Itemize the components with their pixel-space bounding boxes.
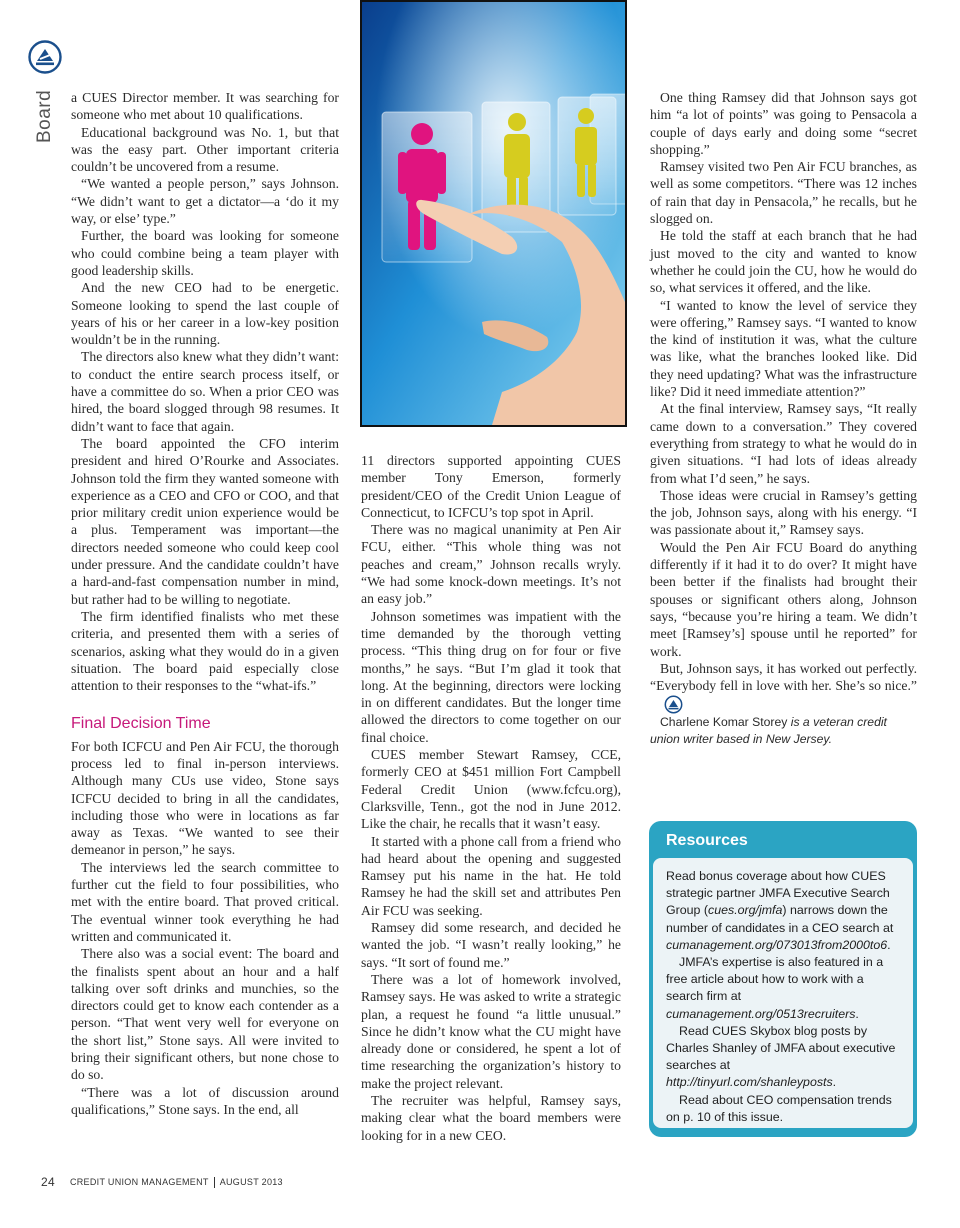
paragraph: 11 directors supported appointing CUES member Tony Emerson, formerly president/CEO of the Credit Union League of Connecticut, to ICFCU’s top spot in April.	[361, 453, 621, 520]
cues-logo-icon	[28, 40, 62, 74]
paragraph: “There was a lot of discussion around qualifications,” Stone says. In the end, all	[71, 1084, 339, 1117]
resources-body	[653, 858, 913, 1128]
author-name: Charlene Komar Storey	[660, 714, 788, 729]
section-label: Board	[34, 89, 55, 143]
paragraph: “We wanted a people person,” says Johnson. “We didn’t want to get a dictator—a ‘do it my way, or else’ type.”	[71, 176, 339, 227]
hand-touching-icons-photo	[360, 0, 627, 427]
paragraph: Further, the board was looking for someone who could combine being a team player with good leadership skills.	[71, 228, 339, 278]
resource-link[interactable]: http://tinyurl.com/shanleyposts	[666, 1075, 833, 1090]
paragraph: There also was a social event: The board and the finalists spent about an hour and a half talking over soft drinks and munchies, so the directors could get to know each contender as a person. “That went very well for everyone on the short list,” Stone says. All were invited to bring their significant others, but none chose to do so.	[71, 946, 339, 1083]
resource-item	[666, 954, 901, 1023]
resource-text: .	[832, 1075, 837, 1090]
paragraph: One thing Ramsey did that Johnson says got him “a lot of points” was going to Pensacola a couple of days early and doing some “secret shopping.”	[650, 90, 917, 157]
resources-title: Resources	[666, 832, 748, 849]
paragraph: Ramsey did some research, and decided he wanted the job. “I wasn’t really looking,” he says. “It sort of found me.”	[361, 920, 621, 970]
resource-text: Read CUES Skybox blog posts by Charles Shanley of JMFA about executive searches at	[666, 1023, 896, 1073]
subhead: Final Decision Time	[71, 715, 211, 733]
paragraph: CUES member Stewart Ramsey, CCE, formerly CEO at $451 million Fort Campbell Federal Credit Union (www.fcfcu.org), Clarksville, Tenn., got the nod in June 2012. Like the chair, he recalls that it wasn’t easy.	[361, 747, 621, 832]
paragraph: Those ideas were crucial in Ramsey’s getting the job, Johnson says, along with his energy. “I was passionate about it,” Ramsey says.	[650, 487, 917, 538]
article-column-2	[361, 452, 621, 1144]
paragraph: The interviews led the search committee to further cut the field to four possibilities, who met with the entire board. That proved critical. The eventual winner took everything he had written and communicated it.	[71, 859, 339, 944]
paragraph: There was no magical unanimity at Pen Air FCU, either. “This whole thing was not peaches and cream,” Johnson recalls wryly. “We had some knock-down meetings. It’s not an easy job.”	[361, 522, 621, 607]
article-column-3	[650, 89, 917, 748]
paragraph: “I wanted to know the level of service they were offering,” Ramsey says. “I wanted to know the kind of institution it was, what the culture was like, what the branches looked like. Did they need updating? What was the infrastructure like? Did it need immediate attention?”	[650, 297, 917, 400]
publication-name: CREDIT UNION MANAGEMENT	[69, 1177, 209, 1187]
paragraph: Educational background was No. 1, but that was the easy part. Other important criteria couldn’t be uncovered from a resume.	[71, 124, 339, 175]
resource-text: JMFA’s expertise is also featured in a free article about how to work with a search firm at	[666, 955, 884, 1004]
page-footer	[41, 1175, 283, 1189]
last-paragraph	[650, 660, 917, 714]
resources-box	[649, 821, 917, 1137]
resource-text: ) narrows down the number of candidates in a CEO search at	[666, 903, 894, 935]
paragraph: The firm identified finalists who met these criteria, and presented them with a series of scenarios, asking what they would do in a given situation. The board paid especially close attention to their responses to the “what-ifs.”	[71, 608, 339, 694]
resource-link[interactable]: cumanagement.org/073013from2000to6	[666, 937, 888, 952]
page-number: 24	[41, 1175, 55, 1189]
last-paragraph-text: But, Johnson says, it has worked out perfectly. “Everybody fell in love with her. She’s so nice.”	[650, 660, 917, 694]
paragraph: The directors also knew what they didn’t want: to conduct the entire search process itself, or have a committee do so. When a prior CEO was hired, the board slogged through 98 resumes. It didn’t want to face that again.	[71, 349, 339, 434]
paragraph: Would the Pen Air FCU Board do anything differently if it had it to do over? It might have been better if the finalists had brought their spouses or significant others along, Johnson says, “because you’re hiring a team. We didn’t meet [Ramsey’s] spouse until he reported” for work.	[650, 539, 917, 659]
paragraph: And the new CEO had to be energetic. Someone looking to spend the last couple of years of his or her career in a low-key position wouldn’t be in the running.	[71, 280, 339, 348]
author-byline	[650, 714, 917, 748]
paragraph: There was a lot of homework involved, Ramsey says. He was asked to write a strategic plan, a request he found “a little unusual.” Since he didn’t know what the CU might have already done or considered, he spent a lot of time researching the organization’s history to make the project relevant.	[361, 971, 621, 1091]
paragraph: a CUES Director member. It was searching for someone who met about 10 qualifications.	[71, 90, 339, 123]
paragraph: For both ICFCU and Pen Air FCU, the thorough process led to final in-person interviews. Although many CUs use video, Stone says ICFCU decided to bring in all the candidates, including those who were in locations as far away as Texas. “We wanted to see their demeanor in person,” he says.	[71, 738, 339, 858]
paragraph: The recruiter was helpful, Ramsey says, making clear what the board members were looking for in a new CEO.	[361, 1092, 621, 1143]
paragraph: It started with a phone call from a friend who had heard about the opening and suggested Ramsey put his name in the hat. He told Ramsey he had the skill set and attributes Pen Air FCU was seeking.	[361, 833, 621, 918]
paragraph: Ramsey visited two Pen Air FCU branches, as well as some competitors. “There was 12 inches of rain that day in Pensacola,” he recalls, but he slogged on.	[650, 159, 917, 227]
footer-divider	[214, 1177, 215, 1188]
resource-text: .	[887, 937, 891, 952]
resource-item: Read about CEO compensation trends on p. 10 of this issue.	[666, 1092, 892, 1124]
resource-text: .	[855, 1006, 859, 1021]
author-description: is a veteran credit union writer based in New Jersey.	[650, 714, 887, 746]
resource-item	[666, 868, 901, 954]
resource-item	[666, 1023, 901, 1092]
issue-date: AUGUST 2013	[219, 1177, 283, 1187]
paragraph: Johnson sometimes was impatient with the time demanded by the thorough vetting process. “This thing drug on for four or five months,” he says. “But I’m glad it took that long. At the beginning, directors were locking in on different candidates. But the longer time allowed the directors to come together on our final choice.	[361, 608, 621, 745]
resource-link[interactable]: cumanagement.org/0513recruiters	[666, 1006, 856, 1021]
paragraph: The board appointed the CFO interim president and hired O’Rourke and Associates. Johnson told the firm they wanted someone with experience as a CEO and CFO or COO, and that prior military credit union experience would be a plus. Temperament was important—the directors needed someone who could keep cool under pressure. And the candidate couldn’t have a hard-and-fast compensation number in mind, but rather had to be willing to negotiate.	[71, 435, 339, 607]
resource-text: Read bonus coverage about how CUES strategic partner JMFA Executive Search Group (	[666, 869, 890, 918]
cues-end-mark-icon	[654, 695, 673, 714]
resource-link[interactable]: cues.org/jmfa	[708, 903, 783, 918]
paragraph: At the final interview, Ramsey says, “It really came down to a conversation.” They covered everything from strategy to what he would do in given situations. “I had lots of ideas already from what I’d seen,” he says.	[650, 401, 917, 486]
article-column-1	[71, 89, 339, 1118]
paragraph: He told the staff at each branch that he had just moved to the city and wanted to know whether he could join the CU, how he would do so, what services it offered, and the like.	[650, 228, 917, 296]
